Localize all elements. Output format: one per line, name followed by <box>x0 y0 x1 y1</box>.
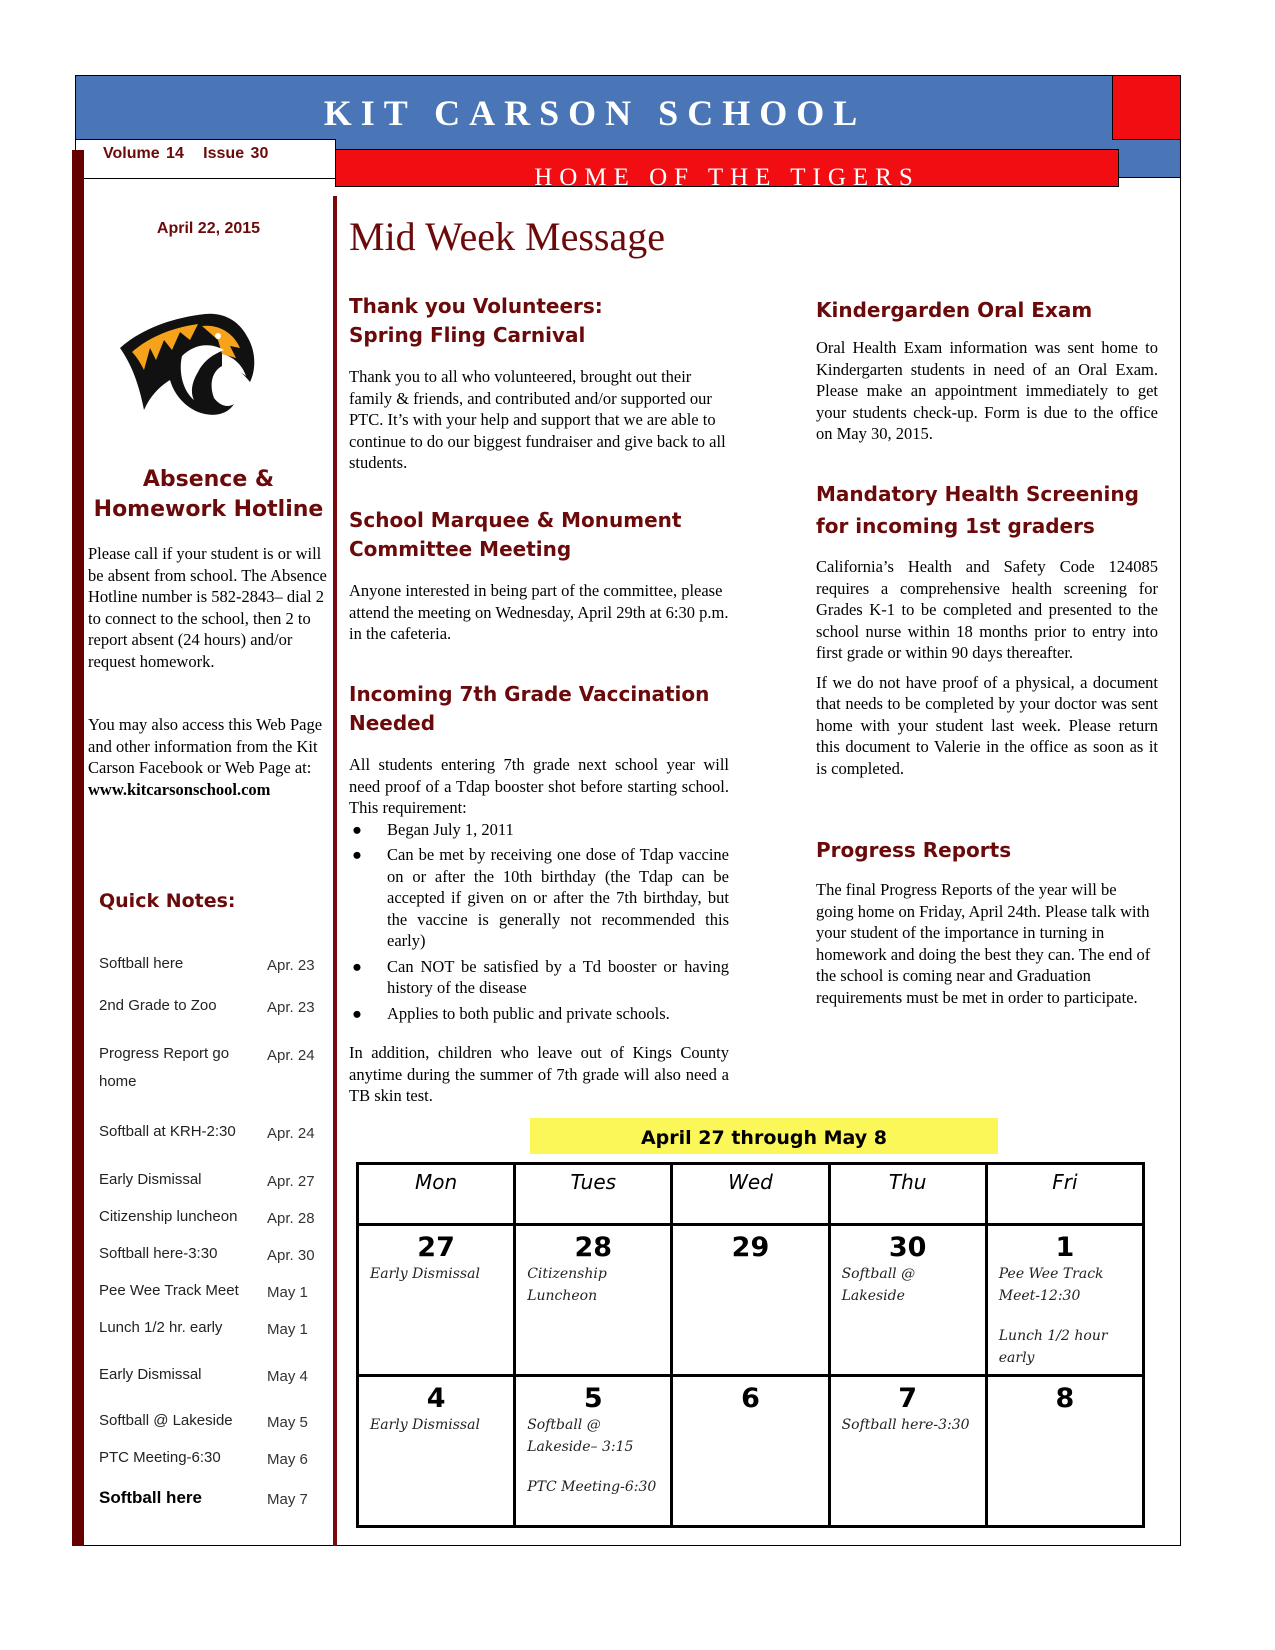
quick-note-event: 2nd Grade to Zoo <box>99 997 217 1014</box>
calendar-day-cell[interactable] <box>672 1225 829 1376</box>
quick-note-event: Softball at KRH-2:30 <box>99 1123 236 1140</box>
article-heading <box>816 478 1158 542</box>
article-heading <box>349 680 729 738</box>
article-volunteers <box>349 292 729 474</box>
day-name: Wed <box>728 1170 773 1194</box>
hotline-heading <box>84 465 333 525</box>
calendar-week-row <box>358 1376 1144 1527</box>
issue-date: April 22, 2015 <box>156 220 261 237</box>
sidebar-accent-bar <box>72 150 84 1546</box>
calendar-day-cell[interactable] <box>358 1376 515 1527</box>
article-heading <box>349 506 729 564</box>
quick-notes-heading: Quick Notes: <box>99 890 236 912</box>
hotline-paragraph: Please call if your student is or will be absent from school. The Absence Hotline number is 582-2843– dial 2 to connect to the school, then 2 to report absent (24 hours) and/or request homework. <box>88 544 327 671</box>
quick-note-event: Early Dismissal <box>99 1366 202 1383</box>
calendar-day-cell[interactable] <box>829 1376 986 1527</box>
article-body: Oral Health Exam information was sent home to Kindergarten students in need of an Oral Exam. Please make an appointment immediately to get your students check-up. Form is due to the office on May 30, 2015. <box>816 338 1158 443</box>
article-body: The final Progress Reports of the year will be going home on Friday, April 24th. Please talk with your student of the importance in turning in homework and doing the best they can. The end of the school is coming near and Graduation requirements must be met in order to participate. <box>816 880 1151 1007</box>
article-kindergarten <box>816 296 1158 445</box>
heading-line: School Marquee & Monument <box>349 508 682 532</box>
heading-line: Needed <box>349 711 436 735</box>
quick-note-date: May 6 <box>267 1451 308 1468</box>
article-heading: Kindergarden Oral Exam <box>816 298 1093 322</box>
calendar-day-cell[interactable] <box>515 1225 672 1376</box>
quick-note-event: Lunch 1/2 hr. early <box>99 1319 223 1336</box>
volume-issue: Volume 14 Issue 30 <box>103 145 269 162</box>
calendar-day-header <box>515 1164 672 1225</box>
calendar-event: Citizenship Luncheon <box>527 1266 607 1304</box>
calendar-day-cell[interactable] <box>829 1225 986 1376</box>
day-number: 27 <box>417 1232 455 1263</box>
quick-note-date: May 7 <box>267 1491 308 1508</box>
quick-note-date: Apr. 23 <box>267 957 315 974</box>
day-number: 7 <box>898 1383 918 1414</box>
day-number: 1 <box>1055 1232 1075 1263</box>
header-red-block <box>1112 75 1181 140</box>
requirement-item <box>349 956 729 999</box>
day-number: 4 <box>426 1383 446 1414</box>
requirement-text: Can be met by receiving one dose of Tdap vaccine on or after the 10th birthday (the Tdap can be accepted if given on or after the 7th birthday, but the vaccine is generally not recommended this early) <box>387 845 729 950</box>
calendar-event: Softball here-3:30 <box>841 1417 970 1433</box>
day-name: Thu <box>888 1170 927 1194</box>
calendar-header-row <box>358 1164 1144 1225</box>
requirement-item <box>349 844 729 952</box>
article-heading <box>349 292 729 350</box>
quick-note-event: Softball here <box>99 955 184 972</box>
quick-note-date: Apr. 23 <box>267 999 315 1016</box>
calendar-day-cell[interactable] <box>515 1376 672 1527</box>
calendar-title: April 27 through May 8 <box>640 1127 888 1149</box>
quick-note-date: Apr. 27 <box>267 1173 315 1190</box>
article-outro: In addition, children who leave out of Kings County anytime during the summer of 7th grade will also need a TB skin test. <box>349 1043 729 1105</box>
calendar-day-header <box>672 1164 829 1225</box>
heading-line: Spring Fling Carnival <box>349 323 586 347</box>
quick-note-date: Apr. 30 <box>267 1247 315 1264</box>
requirement-item <box>349 819 729 841</box>
article-heading: Progress Reports <box>816 838 1012 862</box>
calendar-day-cell[interactable] <box>986 1376 1143 1527</box>
website-link[interactable]: www.kitcarsonschool.com <box>88 779 271 799</box>
heading-line: for incoming 1st graders <box>816 514 1095 538</box>
school-name: KIT CARSON SCHOOL <box>323 93 867 133</box>
calendar-week-row <box>358 1225 1144 1376</box>
quick-note-event: Citizenship luncheon <box>99 1208 238 1225</box>
calendar-day-cell[interactable] <box>986 1225 1143 1376</box>
day-name: Fri <box>1052 1170 1078 1194</box>
article-intro: All students entering 7th grade next school year will need proof of a Tdap booster shot before starting school. This requirement: <box>349 755 729 817</box>
quick-note-event: Softball here-3:30 <box>99 1245 218 1262</box>
calendar-event: Early Dismissal <box>370 1266 480 1282</box>
requirement-list <box>349 819 729 1025</box>
article-body: Thank you to all who volunteered, brought out their family & friends, and contributed and/or supported our PTC. It’s with your help and support that we are able to continue to do our biggest fundraiser and give back to all students. <box>349 367 726 472</box>
quick-note-date: May 4 <box>267 1368 308 1385</box>
hotline-heading-line2: Homework Hotline <box>93 497 324 522</box>
heading-line: Committee Meeting <box>349 537 572 561</box>
bullet-icon: ● <box>352 845 362 864</box>
calendar-event: Softball @ Lakeside <box>841 1266 916 1304</box>
day-number: 29 <box>731 1232 770 1263</box>
bullet-icon: ● <box>352 819 362 839</box>
calendar-day-header <box>829 1164 986 1225</box>
article-progress <box>816 836 1158 1008</box>
calendar-event: Early Dismissal <box>370 1417 480 1433</box>
day-number: 5 <box>583 1383 603 1414</box>
bullet-icon: ● <box>352 1003 362 1023</box>
heading-line: Incoming 7th Grade Vaccination <box>349 682 710 706</box>
bullet-icon: ● <box>352 956 362 976</box>
calendar-day-cell[interactable] <box>672 1376 829 1527</box>
day-name: Tues <box>570 1170 617 1194</box>
calendar-event: Pee Wee Track Meet-12:30 <box>998 1266 1104 1304</box>
day-number: 6 <box>741 1383 760 1414</box>
quick-note-event: Pee Wee Track Meet <box>99 1282 239 1299</box>
quick-note-date: May 1 <box>267 1284 308 1301</box>
calendar-grid <box>356 1162 1145 1528</box>
requirement-text: Can NOT be satisfied by a Td booster or having history of the disease <box>387 956 729 997</box>
calendar-day-header <box>358 1164 515 1225</box>
quick-note-date: May 1 <box>267 1321 308 1338</box>
quick-note-date: Apr. 24 <box>267 1047 315 1064</box>
requirement-text: Began July 1, 2011 <box>387 819 514 839</box>
requirement-text: Applies to both public and private schools. <box>387 1003 670 1023</box>
day-number: 8 <box>1055 1383 1075 1414</box>
web-info-paragraph <box>88 714 328 800</box>
quick-note-event: Softball @ Lakeside <box>99 1412 233 1429</box>
hotline-heading-line1: Absence & <box>142 467 275 492</box>
article-body: California’s Health and Safety Code 124085 requires a comprehensive health screening for Grades K-1 to be completed and presented to the school nurse within 18 months prior to entry into first grade or within 90 days thereafter. <box>816 557 1158 662</box>
heading-line: Mandatory Health Screening <box>816 482 1139 506</box>
article-body: Anyone interested in being part of the committee, please attend the meeting on Wednesday, April 29th at 6:30 p.m. in the cafeteria. <box>349 581 729 643</box>
page-title: Mid Week Message <box>349 214 665 259</box>
quick-note-event: PTC Meeting-6:30 <box>99 1449 221 1466</box>
tagline: HOME OF THE TIGERS <box>534 164 920 187</box>
quick-note-event: Softball here <box>99 1488 202 1507</box>
article-screening <box>816 478 1158 779</box>
calendar-event: PTC Meeting-6:30 <box>527 1479 657 1495</box>
calendar-day-cell[interactable] <box>358 1225 515 1376</box>
day-number: 28 <box>574 1232 613 1263</box>
calendar-event: Softball @ Lakeside– 3:15 <box>527 1417 634 1455</box>
quick-note-date: Apr. 28 <box>267 1210 315 1227</box>
quick-note-event: Progress Report go home <box>99 1045 230 1090</box>
requirement-item <box>349 1003 729 1025</box>
article-marquee <box>349 506 729 645</box>
day-number: 30 <box>888 1232 927 1263</box>
heading-line: Thank you Volunteers: <box>349 294 603 318</box>
quick-note-date: Apr. 24 <box>267 1125 315 1142</box>
day-name: Mon <box>415 1170 458 1194</box>
quick-note-event: Early Dismissal <box>99 1171 202 1188</box>
calendar-day-header <box>986 1164 1143 1225</box>
quick-note-date: May 5 <box>267 1414 308 1431</box>
web-info-text: You may also access this Web Page and other information from the Kit Carson Facebook or Web Page at: <box>88 715 323 777</box>
article-body: If we do not have proof of a physical, a document that needs to be completed by your doctor was sent home with your student last week. Please return this document to Valerie in the office as soon as it is completed. <box>816 672 1158 778</box>
tiger-mascot-icon <box>110 300 260 418</box>
article-vaccination <box>349 680 729 1107</box>
calendar-event: Lunch 1/2 hour early <box>998 1328 1108 1366</box>
